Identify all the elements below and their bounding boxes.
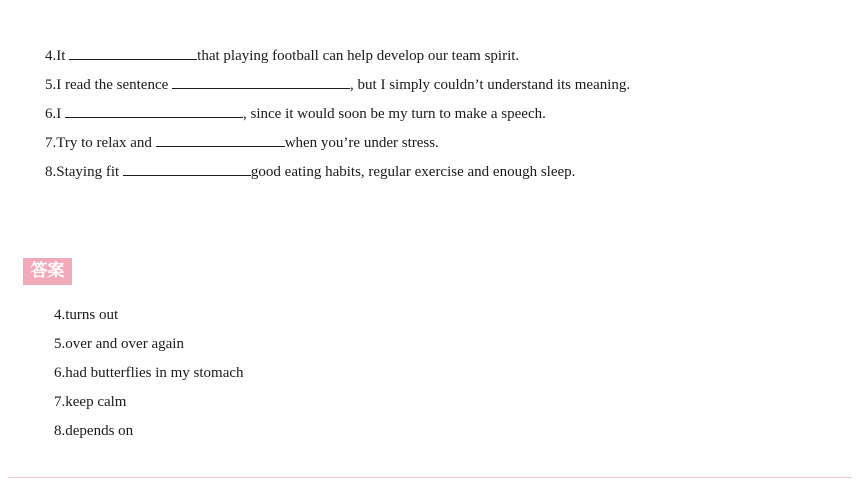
answer-4: 4.turns out — [54, 307, 119, 323]
bottom-divider — [8, 477, 852, 478]
question-suffix: good eating habits, regular exercise and enough sleep. — [250, 164, 576, 180]
question-prefix: 8.Staying fit — [45, 164, 123, 180]
question-suffix: , since it would soon be my turn to make a speech. — [243, 106, 546, 122]
question-suffix: when you’re under stress. — [284, 135, 439, 151]
question-suffix: , but I simply couldn’t understand its meaning. — [350, 77, 631, 93]
question-4 — [45, 45, 519, 66]
answer-5: 5.over and over again — [54, 336, 184, 352]
question-prefix: 4.It — [45, 48, 70, 64]
question-7 — [45, 132, 439, 153]
question-8 — [45, 161, 575, 182]
question-prefix: 5.I read the sentence — [45, 77, 173, 93]
answer-blank — [69, 45, 197, 60]
answer-7: 7.keep calm — [54, 394, 127, 410]
question-6 — [45, 103, 546, 124]
question-prefix: 6.I — [45, 106, 65, 122]
answer-blank — [172, 74, 350, 89]
question-5 — [45, 74, 630, 95]
question-prefix: 7.Try to relax and — [45, 135, 156, 151]
answer-blank — [123, 161, 251, 176]
answer-badge: 答案 — [23, 258, 72, 285]
answer-blank — [65, 103, 243, 118]
answer-8: 8.depends on — [54, 423, 134, 439]
question-suffix: that playing football can help develop our team spirit. — [197, 48, 520, 64]
answer-blank — [156, 132, 285, 147]
answer-6: 6.had butterflies in my stomach — [54, 365, 244, 381]
